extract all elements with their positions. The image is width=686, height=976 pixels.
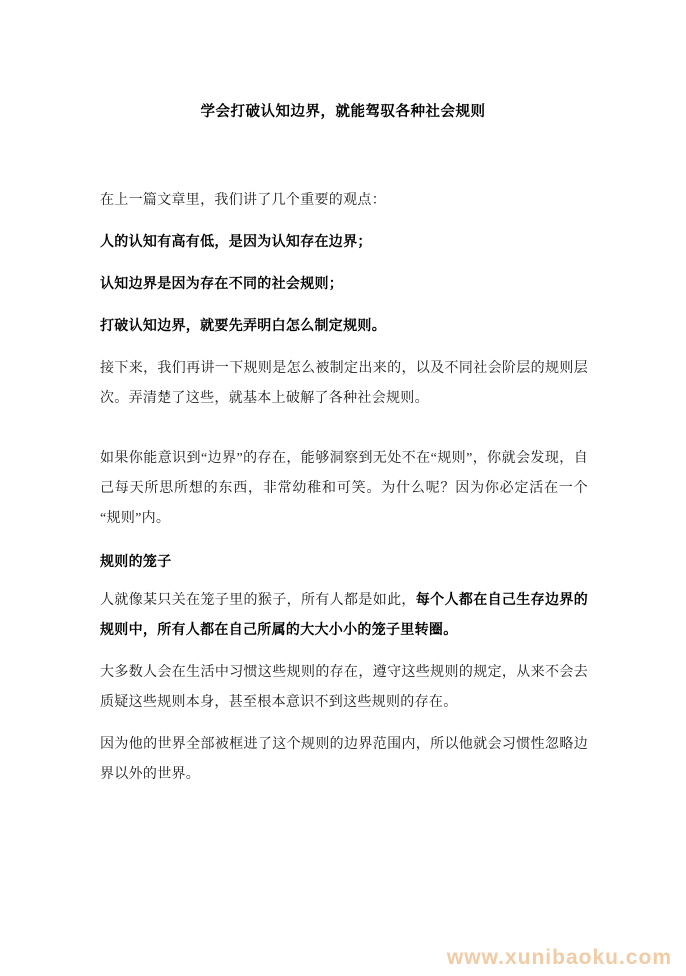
paragraph-8-plain: 人就像某只关在笼子里的猴子，所有人都是如此， — [100, 593, 416, 608]
section-heading-rules-cage: 规则的笼子 — [100, 555, 172, 570]
paragraph-8-emphasis: 每个人都在自己生存边界的规则中，所有人都在自己所属的大大小小的笼子里转圈。 — [100, 593, 588, 638]
paragraph-3: 认知边界是因为存在不同的社会规则； — [100, 277, 344, 292]
paragraph-10: 因为他的世界全部被框进了这个规则的边界范围内，所以他就会习惯性忽略边界以外的世界。 — [100, 737, 588, 782]
paragraph-4: 打破认知边界，就要先弄明白怎么制定规则。 — [100, 319, 386, 334]
paragraph-5: 接下来，我们再讲一下规则是怎么被制定出来的，以及不同社会阶层的规则层次。弄清楚了这些，就基本上破解了各种社会规则。 — [100, 361, 588, 406]
watermark-text: www.xunibaoku.com — [446, 946, 672, 969]
paragraph-9: 大多数人会在生活中习惯这些规则的存在，遵守这些规则的规定，从来不会去质疑这些规则本身，甚至根本意识不到这些规则的存在。 — [100, 665, 588, 710]
paragraph-6: 如果你能意识到“边界”的存在，能够洞察到无处不在“规则”，你就会发现，自己每天所思所想的东西，非常幼稚和可笑。为什么呢？因为你必定活在一个“规则”内。 — [100, 451, 588, 526]
page-title: 学会打破认知边界，就能驾驭各种社会规则 — [200, 104, 486, 120]
paragraph-1: 在上一篇文章里，我们讲了几个重要的观点： — [100, 193, 386, 208]
paragraph-8 — [100, 586, 588, 646]
document-body — [100, 186, 588, 802]
paragraph-2: 人的认知有高有低，是因为认知存在边界； — [100, 235, 372, 250]
